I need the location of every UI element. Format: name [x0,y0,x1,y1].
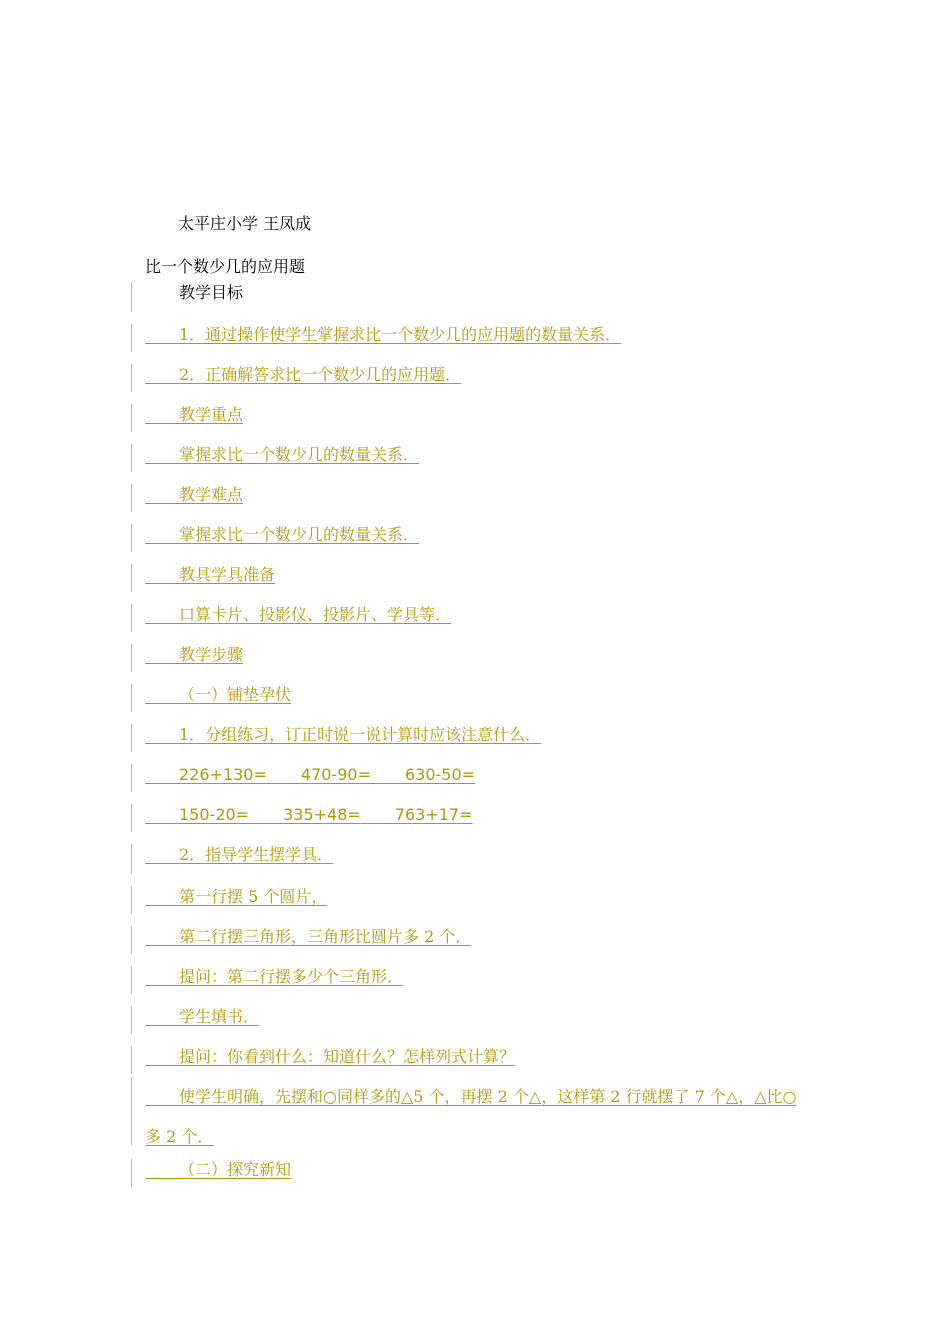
goal-2-text: 2．正确解答求比一个数少几的应用题． [179,365,462,384]
indent-underline [145,342,179,344]
problem-470-90: 470-90= [300,765,371,784]
heading-difficulties [145,484,811,506]
change-bar-block [131,886,811,914]
exercise-1 [145,724,811,746]
difficulty-content [145,524,811,546]
indent-underline [145,984,179,986]
question-what-see-text: 提问：你看到什么：知道什么？怎样列式计算？ [179,1047,516,1066]
change-bar-block [131,364,811,392]
change-bar-block [131,804,811,832]
key-point-text: 掌握求比一个数少几的数量关系． [179,445,420,464]
change-bar-block [131,926,811,954]
steps-text: 教学步骤 [179,645,244,664]
students-fill-book-text: 学生填书． [179,1007,260,1026]
indent-underline [145,1104,179,1106]
change-bar-block [131,1077,811,1145]
indent-underline [145,822,179,824]
arithmetic-row-1 [145,764,811,786]
question-triangles [145,966,811,988]
goal-1-text: 1．通过操作使学生掌握求比一个数少几的应用题的数量关系． [179,325,622,344]
exercise-2-text: 2．指导学生摆学具． [179,845,334,864]
goal-2 [145,364,811,386]
problem-763-17: 763+17= [394,805,473,824]
row-two-instruction [145,926,811,948]
document-title: 比一个数少几的应用题 [145,257,306,276]
change-bar-block [131,966,811,994]
materials-content [145,604,811,626]
question-what-see [145,1046,811,1068]
arithmetic-row-2 [145,804,811,826]
change-bar-block [131,604,811,632]
indent-underline [145,862,179,864]
indent-underline [145,662,179,664]
change-bar-block [131,844,811,874]
problem-150-20: 150-20= [179,805,250,824]
heading-teaching-goals: 教学目标 [179,283,244,302]
heading-key-points [145,404,811,426]
change-bar-block [131,524,811,552]
problem-630-50: 630-50= [404,765,476,784]
goal-1 [145,324,811,346]
question-triangles-text: 提问：第二行摆多少个三角形． [179,967,404,986]
materials-list-text: 口算卡片、投影仪、投影片、学具等． [179,605,452,624]
key-point-content [145,444,811,466]
key-points-text: 教学重点 [179,405,244,424]
change-bar-block [131,324,811,352]
indent-underline [145,1177,179,1179]
indent-underline [145,1024,179,1026]
change-bar-block [131,444,811,472]
indent-underline [145,622,179,624]
subheading-explore [145,1159,811,1181]
difficulty-text: 掌握求比一个数少几的数量关系． [179,525,420,544]
students-fill-book [145,1006,811,1028]
answer-blank [371,782,405,784]
problem-335-48: 335+48= [283,805,361,824]
indent-underline [145,382,179,384]
indent-underline [145,702,179,704]
row-one-instruction [145,886,811,908]
subheading-preparation [145,684,811,706]
clarification-text: 使学生明确，先摆和○同样多的△5 个，再摆 2 个△，这样第 2 行就摆了 7 个△，△比○多 2 个． [145,1087,797,1146]
exercise-1-text: 1．分组练习，订正时说一说计算时应该注意什么． [179,725,542,744]
indent-underline [145,422,179,424]
author-line: 太平庄小学 王凤成 [178,214,312,233]
indent-underline [145,742,179,744]
change-bar-block [131,282,811,312]
change-bar-block [131,764,811,792]
clarification-paragraph [145,1077,805,1157]
explore-text: （二）探究新知 [179,1160,292,1179]
change-bar-block [131,644,811,672]
change-bar-block [131,1159,811,1187]
heading-steps [145,644,811,666]
indent-underline [145,582,179,584]
indent-underline [145,782,179,784]
indent-underline [145,904,179,906]
difficulties-text: 教学难点 [179,485,244,504]
indent-underline [145,462,179,464]
row-two-text: 第二行摆三角形，三角形比圆片多 2 个． [179,927,472,946]
change-bar-block [131,1046,811,1074]
indent-underline [145,502,179,504]
answer-blank [267,782,301,784]
change-bar-block [131,404,811,432]
heading-materials [145,564,811,586]
indent-underline [145,1064,179,1066]
indent-underline [145,542,179,544]
change-bar-block [131,1006,811,1034]
materials-text: 教具学具准备 [179,565,276,584]
problem-226-130: 226+130= [179,765,267,784]
change-bar-block [131,724,811,752]
change-bar-block [131,564,811,592]
change-bar-block [131,484,811,512]
change-bar-block [131,684,811,712]
answer-blank [361,822,395,824]
indent-underline [145,944,179,946]
answer-blank [249,822,283,824]
exercise-2 [145,844,811,866]
row-one-text: 第一行摆 5 个圆片， [179,887,328,906]
lesson-body [131,282,811,1187]
preparation-text: （一）铺垫孕伏 [179,685,292,704]
